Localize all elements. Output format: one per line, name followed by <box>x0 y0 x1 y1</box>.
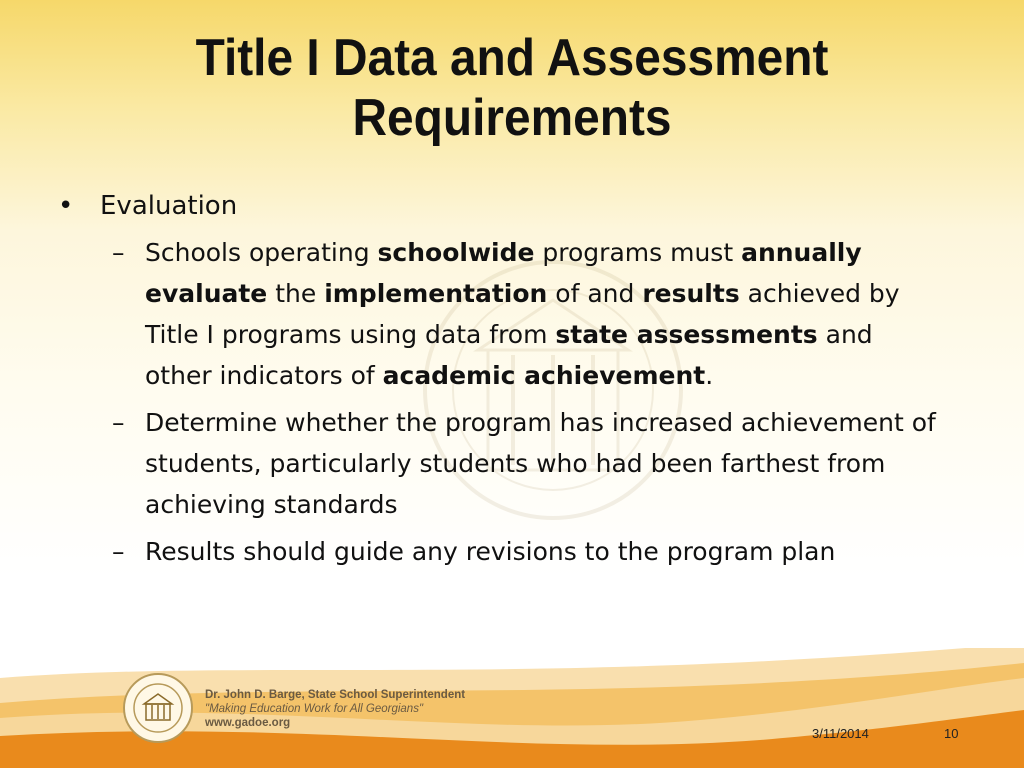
slide-title <box>96 28 928 148</box>
subitem-0 <box>112 232 938 396</box>
dash-marker: – <box>112 408 125 437</box>
subitem-text <box>145 232 938 396</box>
text-segment-bold: state assessments <box>555 320 818 349</box>
text-segment-bold: implementation <box>324 279 548 308</box>
footer-text <box>205 688 465 730</box>
subitem-1 <box>112 402 938 525</box>
text-segment: achieved by Title I programs using data from <box>145 279 900 349</box>
subitem-text: Results should guide any revisions to the program plan <box>145 537 836 566</box>
footer-url[interactable]: www.gadoe.org <box>205 717 291 729</box>
subitem-text: Determine whether the program has increased achievement of students, particularly students who had been farthest from achieving standards <box>145 408 936 519</box>
text-segment: . <box>705 361 714 390</box>
text-segment: programs must <box>534 238 742 267</box>
dash-marker: – <box>112 238 125 267</box>
text-segment-bold: schoolwide <box>377 238 535 267</box>
title-line-2: Requirements <box>352 89 672 147</box>
slide-date: 3/11/2014 <box>812 726 869 741</box>
footer-motto: "Making Education Work for All Georgians" <box>205 703 424 715</box>
slide-number: 10 <box>944 726 959 741</box>
bullet-evaluation <box>58 186 938 226</box>
dash-marker: – <box>112 537 125 566</box>
text-segment-bold: annually evaluate <box>145 238 862 308</box>
text-segment-bold: results <box>642 279 740 308</box>
slide-content <box>58 186 938 572</box>
subitem-2 <box>112 531 938 572</box>
text-segment-bold: academic achievement <box>382 361 706 390</box>
text-segment: the <box>267 279 325 308</box>
text-segment: Schools operating <box>145 238 378 267</box>
bullet-label: Evaluation <box>100 191 238 221</box>
department-of-education-logo <box>122 668 194 750</box>
bullet-marker: • <box>58 191 74 221</box>
title-line-1: Title I Data and Assessment <box>195 29 829 87</box>
text-segment: of and <box>547 279 643 308</box>
superintendent-name: Dr. John D. Barge, State School Superintendent <box>205 689 466 701</box>
text-segment: and other indicators of <box>145 320 873 390</box>
